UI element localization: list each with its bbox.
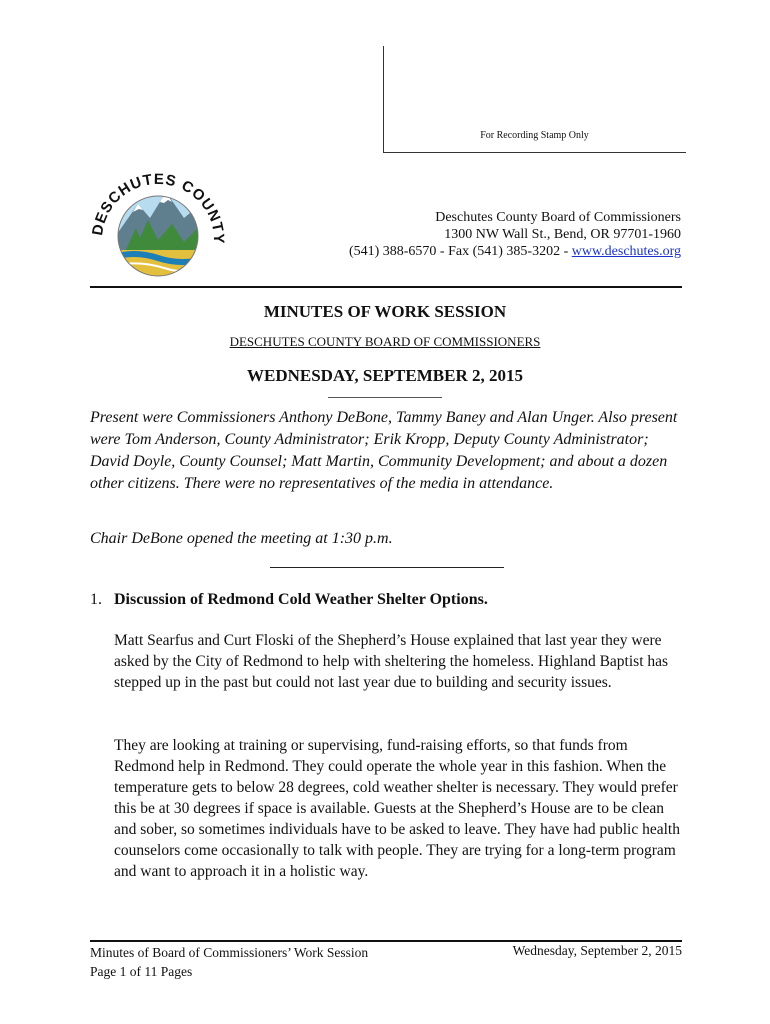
- footer-rule: [90, 940, 682, 942]
- section-divider: [270, 567, 504, 568]
- date-underline: [328, 397, 442, 398]
- footer-page-number: Page 1 of 11 Pages: [90, 964, 193, 979]
- county-logo: [80, 158, 230, 278]
- meeting-date: WEDNESDAY, SEPTEMBER 2, 2015: [246, 366, 523, 385]
- attendance-paragraph: Present were Commissioners Anthony DeBone, Tammy Baney and Alan Unger. Also present were Tom Anderson, County Administrator; Erik Kropp, Deputy County Administrator; David Doyle, County Counsel; Matt Martin, Community Development; and about a dozen other citizens. There were no representatives of the media in attendance.: [90, 409, 678, 492]
- contact-line: [349, 243, 681, 260]
- recording-stamp-label: For Recording Stamp Only: [480, 130, 589, 141]
- agenda-item-heading: [90, 591, 488, 609]
- org-name: Deschutes County Board of Commissioners: [435, 210, 681, 225]
- agenda-item-title: Discussion of Redmond Cold Weather Shelter Options.: [114, 591, 488, 608]
- logo-ring-text: DESCHUTES COUNTY: [89, 170, 228, 245]
- footer-left: [90, 943, 368, 981]
- header-rule: [90, 286, 682, 288]
- street-address: 1300 NW Wall St., Bend, OR 97701-1960: [444, 227, 681, 242]
- website-link[interactable]: www.deschutes.org: [571, 244, 681, 259]
- item-paragraph: Matt Searfus and Curt Floski of the Shepherd’s House explained that last year they were asked by the City of Redmond to help with sheltering the homeless. Highland Baptist has stepped up in the past but could not last year due to building and security issues.: [114, 632, 669, 691]
- phone-fax: (541) 388-6570 - Fax (541) 385-3202 -: [348, 244, 572, 259]
- footer-date: Wednesday, September 2, 2015: [512, 943, 682, 958]
- document-subtitle: DESCHUTES COUNTY BOARD OF COMMISSIONERS: [229, 334, 541, 349]
- agenda-item-number: 1.: [90, 591, 102, 608]
- stamp-box-bottom-border: [383, 152, 686, 153]
- document-title: MINUTES OF WORK SESSION: [263, 302, 507, 321]
- item-paragraph: They are looking at training or supervising, fund-raising efforts, so that funds from Redmond help in Redmond. They could operate the whole year in this fashion. When the temperature gets to below 28 degrees, cold weather shelter is necessary. They would prefer this be at 30 degrees if space is available. Guests at the Shepherd’s House are to be clean and sober, so sometimes individuals have to be asked to leave. They have had public health counselors come occasionally to talk with people. They are trying for a long-term program and want to approach it in a holistic way.: [114, 737, 680, 880]
- header-address-block: [349, 209, 681, 260]
- opening-paragraph: Chair DeBone opened the meeting at 1:30 p.m.: [90, 530, 393, 547]
- footer-document-name: Minutes of Board of Commissioners’ Work Session: [90, 945, 369, 960]
